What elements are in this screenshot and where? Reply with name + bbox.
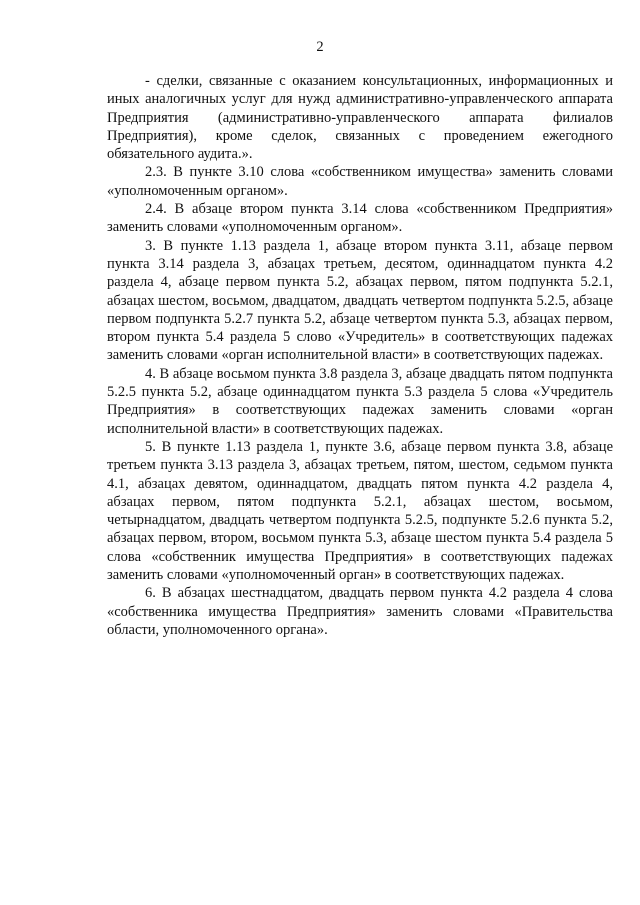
paragraph-3: 3. В пункте 1.13 раздела 1, абзаце втором пункта 3.11, абзаце первом пункта 3.14 раздела 3, абзацах третьем, десятом, одиннадцатом пункта 4.2 раздела 4, абзаце первом пункта 5.2, абзацах первом, пятом подпункта 5.2.1, абзацах шестом, восьмом, двадцатом, двадцать четвертом подпункта 5.2.5, абзаце первом подпункта 5.2.7 пункта 5.2, абзаце четвертом пункта 5.3, абзацах первом, втором пункта 5.4 раздела 5 слово «Учредитель» в соответствующих падежах заменить словами «орган исполнительной власти» в соответствующих падежах. xyxy=(107,237,613,364)
page-number: 2 xyxy=(316,39,324,55)
paragraph-2-4: 2.4. В абзаце втором пункта 3.14 слова «собственником Предприятия» заменить словами «уполномоченным органом». xyxy=(107,201,613,236)
document-body xyxy=(107,72,613,639)
paragraph-sdelki: - сделки, связанные с оказанием консультационных, информационных и иных аналогичных услуг для нужд административно-управленческого аппарата Предприятия (административно-управленческого аппарата филиалов Предприятия), кроме сделок, связанных с проведением ежегодного обязательного аудита.». xyxy=(107,73,613,163)
paragraph-2-3: 2.3. В пункте 3.10 слова «собственником имущества» заменить словами «уполномоченным органом». xyxy=(107,164,613,199)
paragraph-6: 6. В абзацах шестнадцатом, двадцать первом пункта 4.2 раздела 4 слова «собственника имущества Предприятия» заменить словами «Правительства области, уполномоченного органа». xyxy=(107,585,613,638)
paragraph-4: 4. В абзаце восьмом пункта 3.8 раздела 3, абзаце двадцать пятом подпункта 5.2.5 пункта 5.2, абзаце одиннадцатом пункта 5.3 раздела 5 слова «Учредитель Предприятия» в соответствующих падежах заменить словами «орган исполнительной власти» в соответствующих падежах. xyxy=(107,365,613,437)
paragraph-5: 5. В пункте 1.13 раздела 1, пункте 3.6, абзаце первом пункта 3.8, абзаце третьем пункта 3.13 раздела 3, абзацах третьем, пятом, шестом, седьмом пункта 4.1, абзацах девятом, одиннадцатом, двадцать пятом пункта 4.2 раздела 4, абзацах первом, пятом подпункта 5.2.1, абзацах шестом, восьмом, четырнадцатом, двадцать четвертом подпункта 5.2.5, подпункте 5.2.6 пункта 5.2, абзацах первом, втором, восьмом пункта 5.3, абзаце шестом пункта 5.4 раздела 5 слова «собственник имущества Предприятия» в соответствующих падежах заменить словами «уполномоченный орган» в соответствующих падежах. xyxy=(107,438,613,584)
